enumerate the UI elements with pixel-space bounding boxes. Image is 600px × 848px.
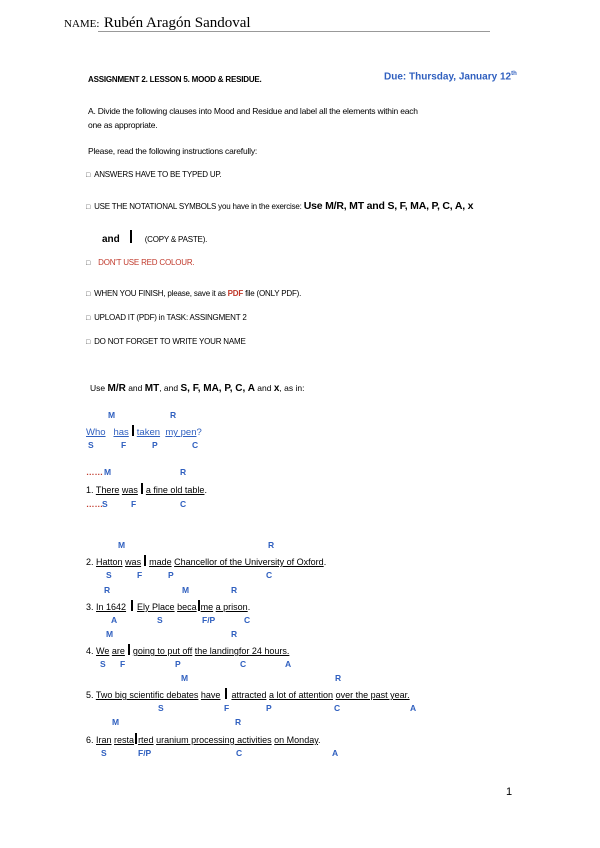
- bullet-icon: □: [86, 172, 91, 179]
- item3-number: 3.: [86, 602, 97, 612]
- instruction-3-text: DON'T USE RED COLOUR.: [98, 258, 195, 267]
- item1-word-3: a fine old table: [145, 485, 205, 495]
- item3-word-4: me: [200, 602, 214, 612]
- item2-word-2: was: [125, 557, 142, 567]
- separator-bar-symbol: [130, 230, 132, 243]
- use-line-g: and: [254, 383, 274, 393]
- item2-f: F: [137, 570, 143, 580]
- item3-word-3: beca: [177, 602, 197, 612]
- item2-p: P: [168, 570, 174, 580]
- instruction-4-text-end: file (ONLY PDF).: [243, 289, 302, 298]
- item6-s: S: [101, 748, 107, 758]
- separator-bar: [132, 425, 134, 436]
- instruction-a-line2: one as appropriate.: [88, 120, 158, 130]
- instruction-a-line1: A. Divide the following clauses into Mood and Residue and label all the elements within each: [88, 106, 418, 116]
- item2-word-1: Hatton: [96, 557, 123, 567]
- instruction-2-and: and: [102, 234, 120, 245]
- use-line-i: , as in:: [279, 383, 305, 393]
- item6-word-3: rted: [138, 735, 154, 745]
- item3-c: C: [244, 615, 251, 625]
- item6-clause: [86, 733, 321, 745]
- item2-number: 2.: [86, 557, 97, 567]
- separator-bar: [128, 644, 130, 655]
- item1-f: F: [131, 499, 137, 509]
- use-line-b: M/R: [107, 383, 126, 394]
- item2-mood-label: M: [118, 540, 126, 550]
- item2-residue-label: R: [268, 540, 275, 550]
- item6-word-5: on Monday: [274, 735, 319, 745]
- instruction-3: [86, 258, 194, 267]
- item3-word-2: Ely Place: [137, 602, 175, 612]
- item2-word-4: Chancellor of the University of Oxford: [174, 557, 324, 567]
- item5-number: 5.: [86, 690, 96, 700]
- item6-end: .: [318, 735, 321, 745]
- item1-word-2: was: [121, 485, 138, 495]
- item6-fp: F/P: [138, 748, 152, 758]
- bullet-icon: □: [86, 315, 91, 322]
- item4-s: S: [100, 659, 106, 669]
- item4-c: C: [240, 659, 247, 669]
- item1-dots-bottom: ……: [86, 499, 103, 509]
- item2-word-3: made: [149, 557, 172, 567]
- instruction-2: [86, 200, 473, 212]
- item6-word-4: uranium processing activities: [156, 735, 272, 745]
- example-question: ?: [196, 427, 202, 438]
- item5-a: A: [410, 703, 417, 713]
- item1-residue-label: R: [180, 467, 187, 477]
- item4-word-1: We: [96, 646, 110, 656]
- item4-clause: [86, 644, 289, 656]
- instruction-1: [86, 170, 222, 179]
- item4-p: P: [175, 659, 181, 669]
- use-line-e: , and: [159, 383, 181, 393]
- item5-s: S: [158, 703, 164, 713]
- assignment-title: ASSIGNMENT 2. LESSON 5. MOOD & RESIDUE.: [88, 75, 262, 84]
- item1-end: .: [204, 485, 207, 495]
- use-line-f: S, F, MA, P, C, A: [180, 383, 255, 394]
- separator-bar: [141, 483, 143, 494]
- item1-word-1: There: [95, 485, 120, 495]
- item5-word-4: a lot of attention: [269, 690, 334, 700]
- item3-fp: F/P: [202, 615, 216, 625]
- name-label: NAME:: [64, 18, 100, 30]
- item3-residue-label-2: R: [231, 585, 238, 595]
- instruction-6-text: DO NOT FORGET TO WRITE YOUR NAME: [94, 337, 246, 346]
- instruction-5: [86, 313, 247, 322]
- item3-word-5: a prison: [215, 602, 248, 612]
- item6-word-2: resta: [114, 735, 135, 745]
- use-line-d: MT: [144, 383, 160, 394]
- example-mood-label: M: [108, 410, 116, 420]
- item5-p: P: [266, 703, 272, 713]
- item3-s: S: [157, 615, 163, 625]
- item1-s: S: [102, 499, 108, 509]
- item4-word-3: going to put off: [132, 646, 193, 656]
- instruction-4-pdf: PDF: [227, 289, 244, 298]
- item5-word-2: have: [200, 690, 221, 700]
- example-word-2: has: [113, 427, 129, 438]
- use-line: [90, 383, 304, 394]
- due-date-text: Due: Thursday, January 12: [384, 71, 512, 83]
- item2-c: C: [266, 570, 273, 580]
- instruction-2-copy-paste: (COPY & PASTE).: [144, 235, 208, 244]
- item3-a: A: [111, 615, 118, 625]
- item4-residue-label: R: [231, 629, 238, 639]
- instruction-6: [86, 337, 246, 346]
- example-clause: [86, 425, 202, 438]
- instruction-4-text: WHEN YOU FINISH, please, save it as: [94, 289, 228, 298]
- item6-a: A: [332, 748, 339, 758]
- instruction-1-text: ANSWERS HAVE TO BE TYPED UP.: [94, 170, 222, 179]
- use-line-c: and: [125, 383, 145, 393]
- item5-residue-label: R: [335, 673, 342, 683]
- instruction-2-cont: [102, 229, 207, 247]
- item5-word-3: attracted: [231, 690, 267, 700]
- page-number: 1: [506, 786, 513, 798]
- item3-word-1: In 1642: [96, 602, 127, 612]
- due-date: [384, 71, 517, 82]
- due-date-sup: th: [511, 71, 517, 77]
- separator-bar: [225, 688, 227, 699]
- separator-bar: [198, 600, 200, 611]
- example-f: F: [121, 440, 127, 450]
- bullet-icon: □: [86, 204, 91, 211]
- item6-word-1: Iran: [96, 735, 112, 745]
- item4-f: F: [120, 659, 126, 669]
- please-read: Please, read the following instructions carefully:: [88, 146, 258, 156]
- item1-number: 1.: [86, 485, 96, 495]
- instruction-4: [86, 289, 301, 298]
- example-s: S: [88, 440, 94, 450]
- item6-c: C: [236, 748, 243, 758]
- item4-word-2: are: [111, 646, 125, 656]
- item4-mood-label: M: [106, 629, 114, 639]
- bullet-icon: □: [86, 339, 91, 346]
- item4-word-4: the landing: [194, 646, 239, 656]
- example-p: P: [152, 440, 158, 450]
- item6-number: 6.: [86, 735, 97, 745]
- name-value: Rubén Aragón Sandoval: [103, 15, 251, 31]
- item6-residue-label: R: [235, 717, 242, 727]
- item3-clause: [86, 600, 250, 612]
- instruction-5-text: UPLOAD IT (PDF) in TASK: ASSINGMENT 2: [94, 313, 247, 322]
- separator-bar: [131, 600, 133, 611]
- item4-a: A: [285, 659, 292, 669]
- name-underline: [98, 31, 490, 32]
- item3-mood-label: M: [182, 585, 190, 595]
- example-c: C: [192, 440, 199, 450]
- item6-mood-label: M: [112, 717, 120, 727]
- item5-word-1: Two big scientific debates: [95, 690, 199, 700]
- item2-end: .: [323, 557, 327, 567]
- instruction-2-text: USE THE NOTATIONAL SYMBOLS you have in the exercise:: [94, 202, 304, 211]
- separator-bar: [144, 555, 146, 566]
- item5-clause: [86, 688, 410, 700]
- bullet-icon: □: [86, 291, 91, 298]
- item1-dots-top: ……: [86, 467, 103, 477]
- item2-clause: [86, 555, 326, 567]
- example-residue-label: R: [170, 410, 177, 420]
- name-line: [64, 14, 251, 32]
- item3-residue-label-1: R: [104, 585, 111, 595]
- item5-f: F: [224, 703, 230, 713]
- item5-mood-label: M: [181, 673, 189, 683]
- example-word-4: my pen: [165, 427, 197, 438]
- item5-word-5: over the past year.: [335, 690, 410, 700]
- item4-number: 4.: [86, 646, 97, 656]
- item2-s: S: [106, 570, 112, 580]
- example-word-1: Who: [86, 427, 106, 438]
- example-word-3: taken: [136, 427, 161, 438]
- use-line-a: Use: [90, 383, 108, 393]
- item1-clause: [86, 483, 207, 495]
- use-line-h: x: [273, 383, 280, 394]
- item5-c: C: [334, 703, 341, 713]
- item1-c: C: [180, 499, 187, 509]
- item3-end: .: [247, 602, 251, 612]
- item1-mood-label: M: [104, 467, 112, 477]
- bullet-icon: □: [86, 260, 91, 267]
- item4-word-5: for 24 hours.: [238, 646, 290, 656]
- separator-bar: [135, 733, 137, 744]
- instruction-2-symbols: Use M/R, MT and S, F, MA, P, C, A, x: [303, 200, 474, 212]
